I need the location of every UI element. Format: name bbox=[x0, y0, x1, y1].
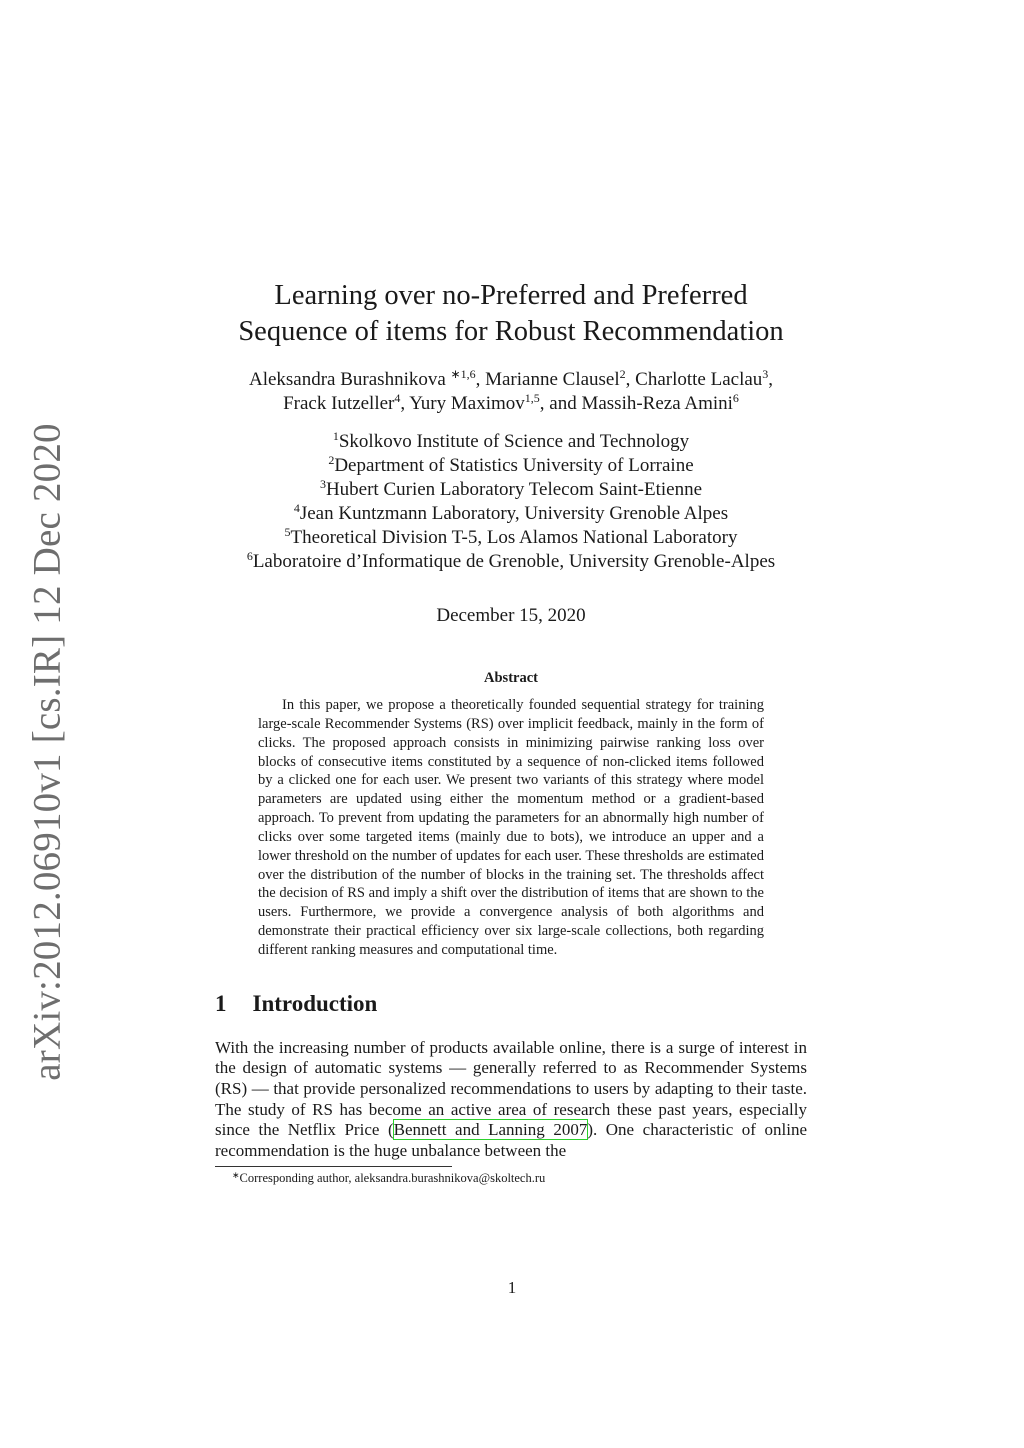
title-line-1: Learning over no-Preferred and Preferred bbox=[274, 280, 748, 311]
affiliation: $^2$Department of Statistics University of Lorraine bbox=[328, 453, 694, 476]
section-number: 1 bbox=[215, 990, 227, 1016]
introduction-paragraph: With the increasing number of products available online, there is a surge of interest in the design of automatic systems — generally referred to as Recommender Systems (RS) — that provide personalized recommendations to users by adapting to their taste. The study of RS has become an active area of research these past years, especially since the Netflix Price (Bennett and Lanning 2007). One characteristic of online recommendation is the huge unbalance between the bbox=[215, 1037, 807, 1160]
affiliation-list bbox=[215, 430, 807, 574]
footnote-text: Corresponding author, aleksandra.burashnikova@skoltech.ru bbox=[239, 1171, 546, 1186]
footnote-divider bbox=[215, 1166, 452, 1167]
author-list bbox=[215, 368, 807, 416]
affiliation: $^1$Skolkovo Institute of Science and Technology bbox=[332, 429, 690, 452]
footnote-mark: ∗ bbox=[232, 1170, 240, 1181]
affiliation: $^3$Hubert Curien Laboratory Telecom Saint-Etienne bbox=[319, 477, 703, 500]
section-heading bbox=[215, 991, 807, 1017]
abstract-text: In this paper, we propose a theoretically founded sequential strategy for training large-scale Recommender Systems (RS) over implicit feedback, mainly in the form of clicks. The proposed approach consists in minimizing pairwise ranking loss over blocks of consecutive items constituted by a sequence of non-clicked items followed by a clicked one for each user. We present two variants of this strategy where model parameters are updated using either the momentum method or a gradient-based approach. To prevent from updating the parameters for an abnormally high number of clicks over some targeted items (mainly due to bots), we introduce an upper and a lower threshold on the number of updates for each user. These thresholds are estimated over the distribution of the number of blocks in the training set. The thresholds affect the decision of RS and imply a shift over the distribution of items that are shown to the users. Furthermore, we provide a convergence analysis of both algorithms and demonstrate their practical efficiency over six large-scale collections, both regarding different ranking measures and computational time. bbox=[258, 697, 764, 958]
title-line-2: Sequence of items for Robust Recommendation bbox=[238, 316, 784, 347]
author: Frack Iutzeller$^4$, bbox=[283, 391, 410, 414]
page-number: 1 bbox=[507, 1278, 517, 1297]
abstract-heading: Abstract bbox=[484, 670, 538, 686]
author: Massih-Reza Amini$^6$ bbox=[581, 391, 739, 414]
section-title: Introduction bbox=[252, 990, 378, 1016]
paper-title bbox=[215, 278, 807, 350]
paper-page bbox=[215, 278, 807, 1186]
arxiv-identifier-stamp: arXiv:2012.06910v1 [cs.IR] 12 Dec 2020 bbox=[25, 423, 69, 1081]
author: Yury Maximov$^{1,5}$, and bbox=[409, 391, 582, 414]
author: Charlotte Laclau$^3$, bbox=[635, 367, 774, 390]
footnote bbox=[215, 1171, 807, 1186]
author: Marianne Clausel$^2$, bbox=[485, 367, 636, 390]
paper-date: December 15, 2020 bbox=[436, 605, 586, 626]
affiliation: $^5$Theoretical Division T-5, Los Alamos National Laboratory bbox=[284, 525, 738, 548]
citation-link[interactable]: Bennett and Lanning 2007 bbox=[393, 1120, 588, 1140]
author: Aleksandra Burashnikova $^{∗1,6}$, bbox=[248, 367, 486, 390]
affiliation: $^4$Jean Kuntzmann Laboratory, University Grenoble Alpes bbox=[293, 501, 729, 524]
affiliation: $^6$Laboratoire d’Informatique de Grenoble, University Grenoble-Alpes bbox=[246, 549, 776, 572]
